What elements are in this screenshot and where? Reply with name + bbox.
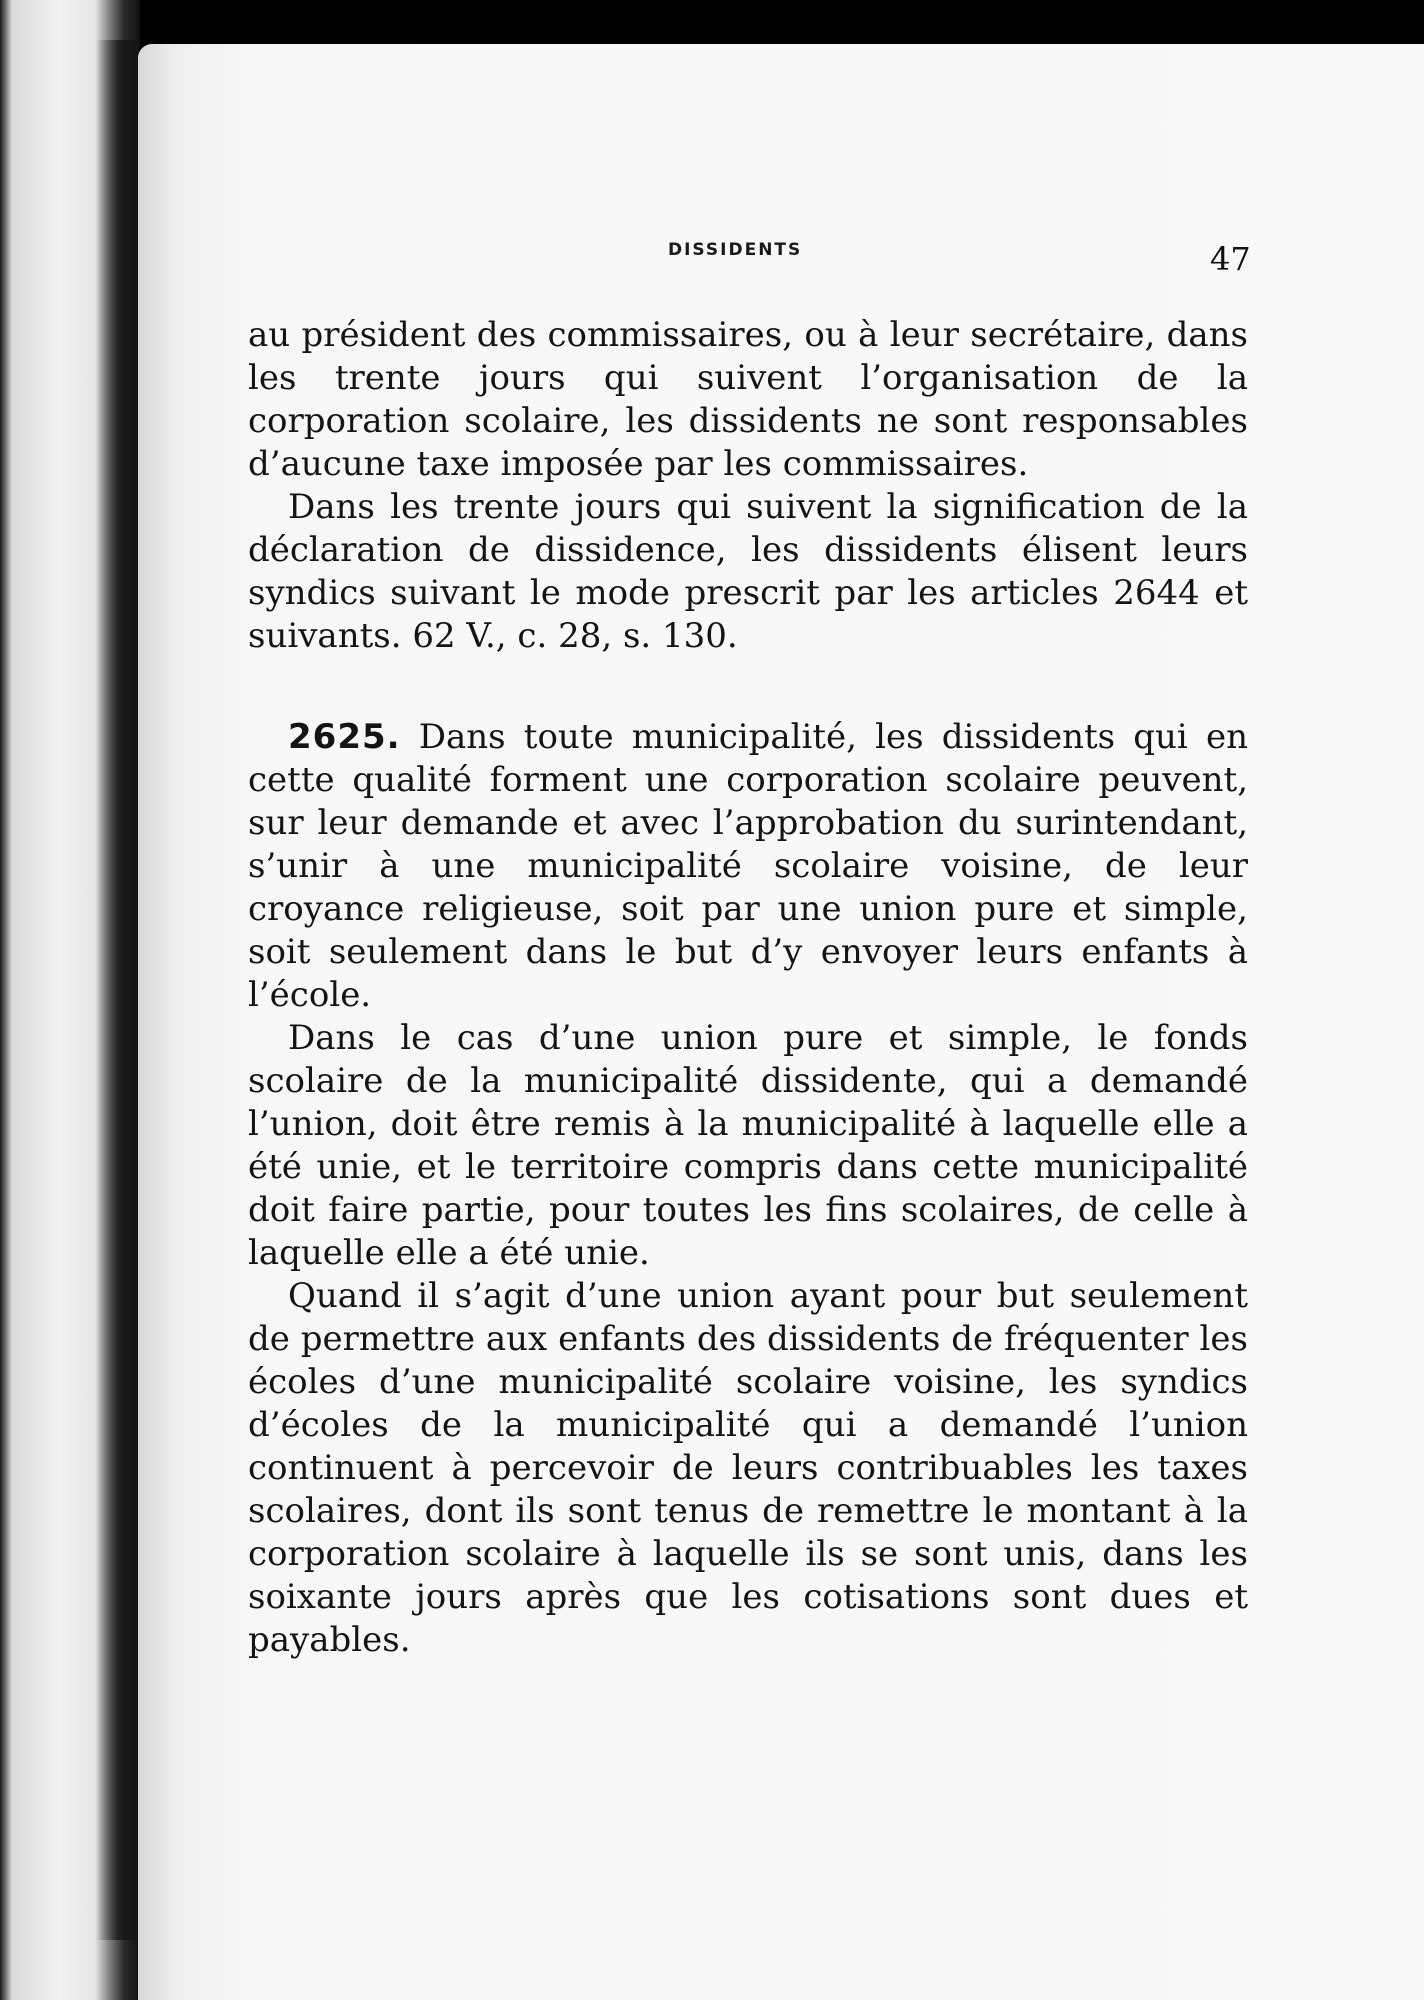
page-header <box>138 194 1424 278</box>
article-2625 <box>248 716 1248 1017</box>
paragraph-union-pure: Dans le cas d’une union pure et simple, le fonds scolaire de la municipalité dissidente, qui a demandé l’union, doit être remis à la municipalité à laquelle elle a été unie, et le territoire compris dans cette municipalité doit faire partie, pour toutes les fins scolaires, de celle à laquelle elle a été unie. <box>248 1018 1248 1273</box>
article-number: 2625. <box>288 717 401 757</box>
gutter-shadow <box>96 40 136 1940</box>
book-page <box>138 44 1424 2000</box>
article-text: Dans toute municipalité, les dissidents qui en cette qualité forment une corporation scolaire peuvent, sur leur demande et avec l’approbation du surintendant, s’unir à une municipalité scolaire voisine, de leur croyance religieuse, soit par une union pure et simple, soit seulement dans le but d’y envoyer leurs enfants à l’école. <box>248 717 1248 1015</box>
page-number: 47 <box>1210 240 1251 278</box>
book-gutter <box>0 0 140 2000</box>
paragraph-syndics: Dans les trente jours qui suivent la signification de la déclaration de dissidence, les dissidents élisent leurs syndics suivant le mode prescrit par les articles 2644 et suivants. 62 V., c. 28, s. 130. <box>248 487 1248 656</box>
running-title: DISSIDENTS <box>668 240 803 260</box>
paragraph-union-ecoles: Quand il s’agit d’une union ayant pour but seulement de permettre aux enfants des dissidents de fréquenter les écoles d’une municipalité scolaire voisine, les syndics d’écoles de la municipalité qui a demandé l’union continuent à percevoir de leurs contribuables les taxes scolaires, dont ils sont tenus de remettre le montant à la corporation scolaire à laquelle ils se sont unis, dans les soixante jours après que les cotisations sont dues et payables. <box>248 1276 1248 1660</box>
paragraph-continuation: au président des commissaires, ou à leur secrétaire, dans les trente jours qui suivent l’organisation de la corporation scolaire, les dissidents ne sont responsables d’aucune taxe imposée par les commissaires. <box>248 315 1248 484</box>
page-body <box>248 314 1248 1662</box>
